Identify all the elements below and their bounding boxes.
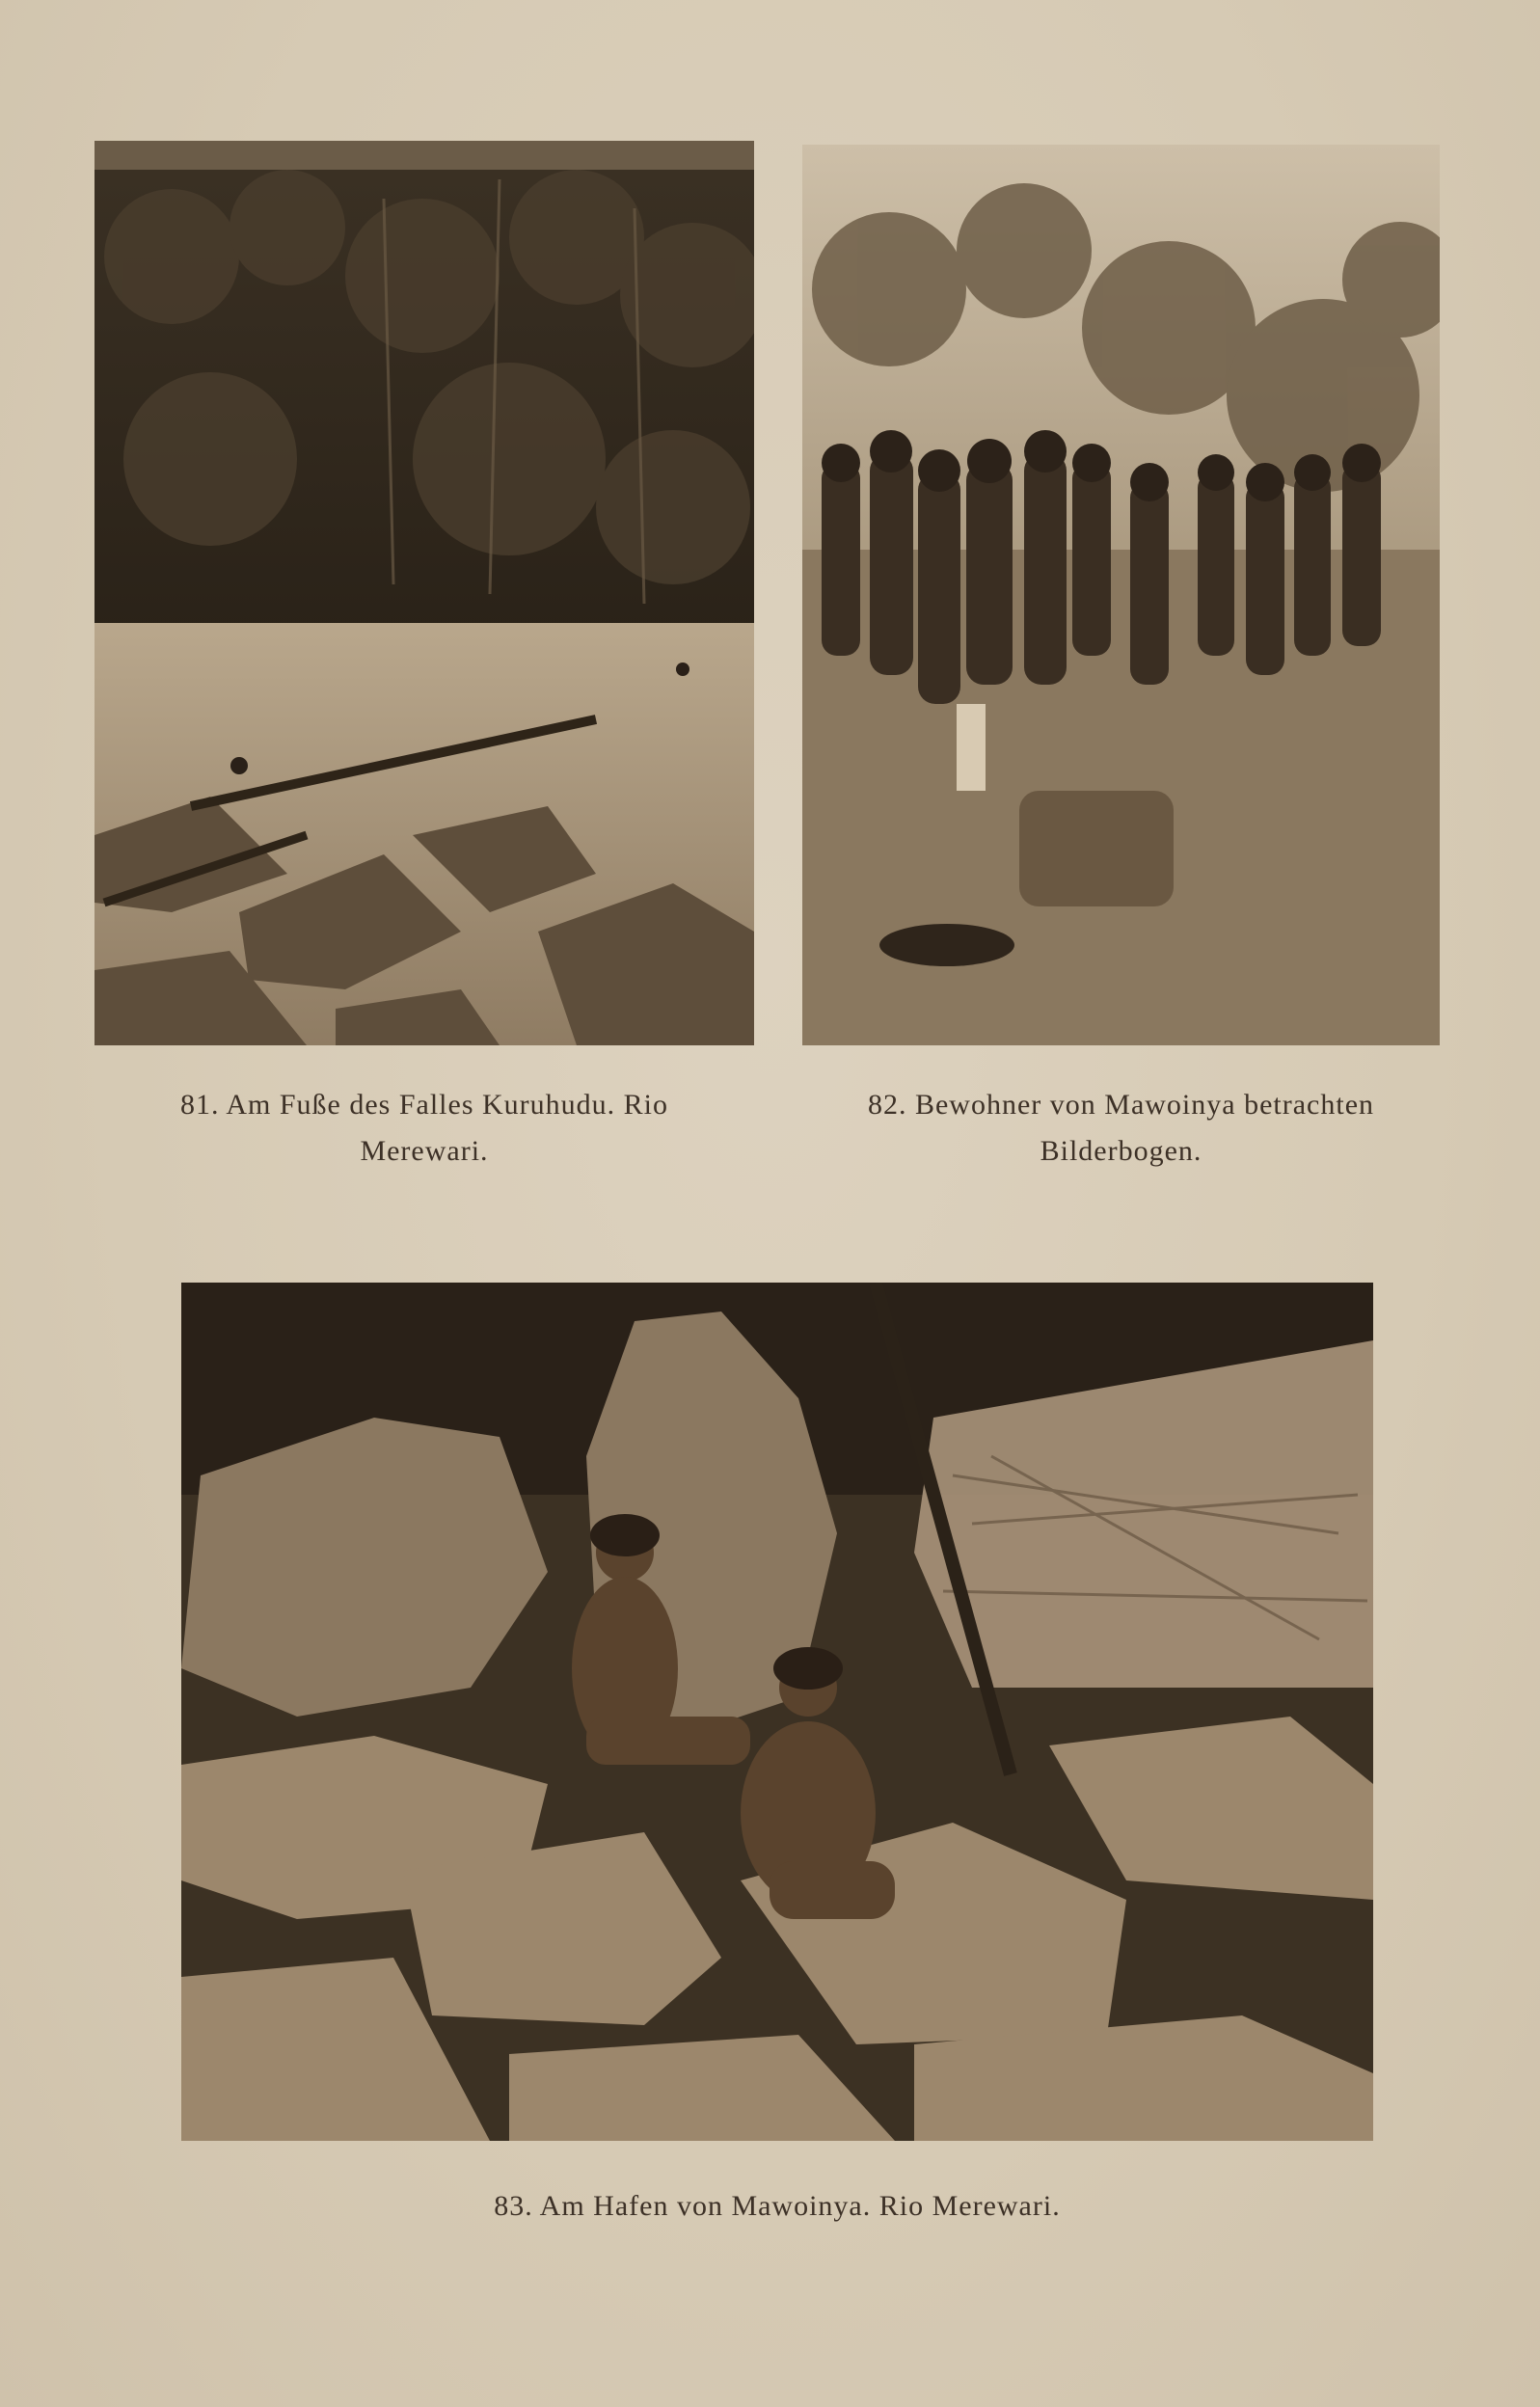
photo-figure-83 [181, 1283, 1373, 2141]
figure-number: 82. [867, 1089, 907, 1121]
figure-number: 81. [179, 1089, 220, 1121]
caption-text: Merewari. [360, 1135, 489, 1167]
figure-number: 83. [494, 2190, 533, 2222]
caption-text: Bilderbogen. [1040, 1135, 1202, 1167]
caption-text: Bewohner von Mawoinya betrachten [914, 1089, 1375, 1121]
caption-figure-82 [802, 1082, 1440, 1175]
photo-figure-82 [802, 145, 1440, 1045]
caption-text: Am Fuße des Falles Kuruhudu. Rio [226, 1089, 668, 1121]
caption-text: Am Hafen von Mawoinya. Rio Merewari. [539, 2190, 1061, 2222]
caption-figure-81 [95, 1082, 754, 1175]
photo-figure-81 [95, 141, 754, 1045]
caption-figure-83 [181, 2183, 1373, 2230]
